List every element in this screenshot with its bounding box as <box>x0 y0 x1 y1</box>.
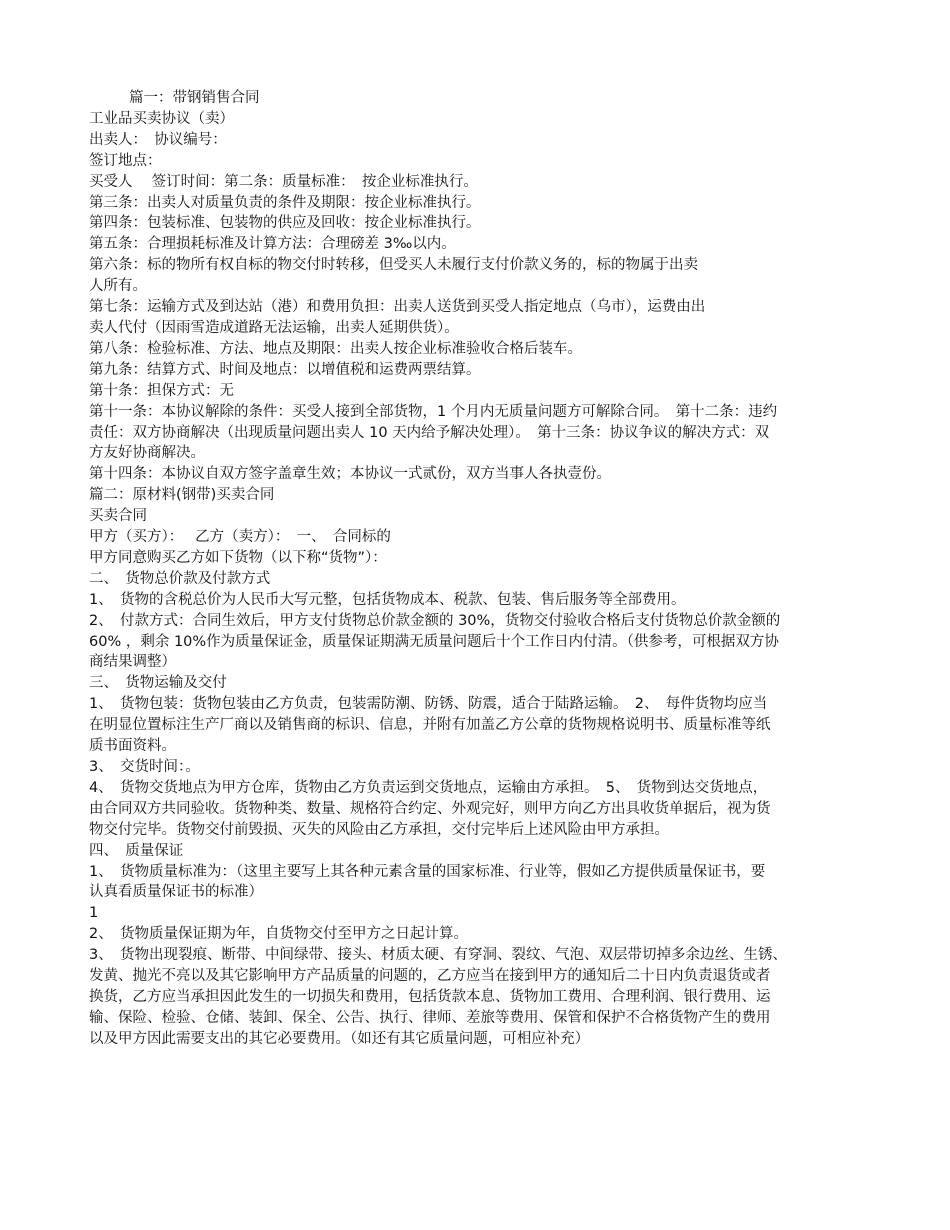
text-line: 第六条：标的物所有权自标的物交付时转移，但受买人未履行支付价款义务的，标的物属于出卖 <box>89 257 698 274</box>
clause-heading: 二、 货物总价款及付款方式 <box>89 570 271 587</box>
text-line: 出卖人： 协议编号： <box>89 131 227 148</box>
section-title-part2: 篇二：原材料(钢带)买卖合同 <box>89 487 275 504</box>
text-line: 第三条：出卖人对质量负责的条件及期限：按企业标准执行。 <box>89 194 481 211</box>
contract-title: 工业品买卖协议（卖） <box>89 110 234 127</box>
text-line: 甲方同意购买乙方如下货物（以下称“货物”）： <box>89 549 387 566</box>
text-line: 4、 货物交货地点为甲方仓库，货物由乙方负责运到交货地点，运输由方承担。 5、 货物到达交货地点， <box>89 779 768 796</box>
text-line: 由合同双方共同验收。货物种类、数量、规格符合约定、外观完好，则甲方向乙方出具收货单据后，视为货 <box>89 800 771 817</box>
text-line: 物交付完毕。货物交付前毁损、灭失的风险由乙方承担，交付完毕后上述风险由甲方承担。 <box>89 821 669 838</box>
text-line: 第七条：运输方式及到达站（港）和费用负担：出卖人送货到买受人指定地点（乌市），运费由出 <box>89 299 706 316</box>
text-line: 第五条：合理损耗标准及计算方法：合理磅差 3‰以内。 <box>89 236 456 253</box>
text-line: 认真看质量保证书的标准） <box>89 884 263 901</box>
text-line: 2、 付款方式：合同生效后，甲方支付货物总价款金额的 30%，货物交付验收合格后支付货物总价款金额的 <box>89 612 781 629</box>
text-line: 卖人代付（因雨雪造成道路无法运输，出卖人延期供货）。 <box>89 319 459 336</box>
text-line: 1、 货物质量标准为：（这里主要写上其各种元素含量的国家标准、行业等，假如乙方提供质量保证书，要 <box>89 863 766 880</box>
text-line: 方友好协商解决。 <box>89 445 205 462</box>
text-line: 第十一条：本协议解除的条件：买受人接到全部货物，1 个月内无质量问题方可解除合同。 第十二条：违约 <box>89 403 778 420</box>
text-line: 商结果调整） <box>89 654 176 671</box>
clause-heading: 四、 质量保证 <box>89 842 184 859</box>
text-line: 发黄、抛光不亮以及其它影响甲方产品质量的问题的，乙方应当在接到甲方的通知后二十日内负责退货或者 <box>89 968 771 985</box>
contract-title: 买卖合同 <box>89 508 147 525</box>
text-line: 第四条：包装标准、包装物的供应及回收：按企业标准执行。 <box>89 215 481 232</box>
text-line: 第十四条：本协议自双方签字盖章生效；本协议一式贰份，双方当事人各执壹份。 <box>89 466 611 483</box>
text-line: 3、 交货时间：。 <box>89 759 200 775</box>
text-line: 责任：双方协商解决（出现质量问题出卖人 10 天内给予解决处理）。 第十三条：协议争议的解决方式：双 <box>89 424 770 441</box>
text-line: 第十条：担保方式：无 <box>89 382 234 399</box>
clause-heading: 三、 货物运输及交付 <box>89 675 227 692</box>
text-line: 1、 货物的含税总价为人民币大写元整，包括货物成本、税款、包装、售后服务等全部费用。 <box>89 591 686 608</box>
text-line: 3、 货物出现裂痕、断带、中间绿带、接头、材质太硬、有穿洞、裂纹、气泡、双层带切掉多余边丝、生锈、 <box>89 947 787 964</box>
text-line: 换货，乙方应当承担因此发生的一切损失和费用，包括货款本息、货物加工费用、合理利润、银行费用、运 <box>89 988 771 1005</box>
text-line: 签订地点： <box>89 152 162 169</box>
text-line: 1、 货物包装：货物包装由乙方负责，包装需防潮、防锈、防震，适合于陆路运输。 2、 每件货物均应当 <box>89 696 768 713</box>
text-line: 60% ，剩余 10%作为质量保证金，质量保证期满无质量问题后十个工作日内付清。（供参考，可根据双方协 <box>89 633 779 650</box>
text-line: 在明显位置标注生产厂商以及销售商的标识、信息，并附有加盖乙方公章的货物规格说明书、质量标准等纸 <box>89 717 771 734</box>
page-number: 1 <box>89 905 99 922</box>
text-line: 第八条：检验标准、方法、地点及期限：出卖人按企业标准验收合格后装车。 <box>89 340 582 357</box>
text-line: 买受人 签订时间：第二条：质量标准： 按企业标准执行。 <box>89 173 478 190</box>
text-line: 第九条：结算方式、时间及地点：以增值税和运费两票结算。 <box>89 361 481 378</box>
text-line: 以及甲方因此需要支出的其它必要费用。（如还有其它质量问题，可相应补充） <box>89 1030 590 1047</box>
text-line: 2、 货物质量保证期为年，自货物交付至甲方之日起计算。 <box>89 926 468 943</box>
section-title-part1: 篇一：带钢销售合同 <box>129 90 260 106</box>
text-line: 人所有。 <box>89 278 147 295</box>
text-line: 输、保险、检验、仓储、装卸、保全、公告、执行、律师、差旅等费用、保管和保护不合格货物产生的费用 <box>89 1009 771 1026</box>
text-line: 质书面资料。 <box>89 738 176 755</box>
text-line: 甲方（买方）： 乙方（卖方）： 一、 合同标的 <box>89 529 391 546</box>
